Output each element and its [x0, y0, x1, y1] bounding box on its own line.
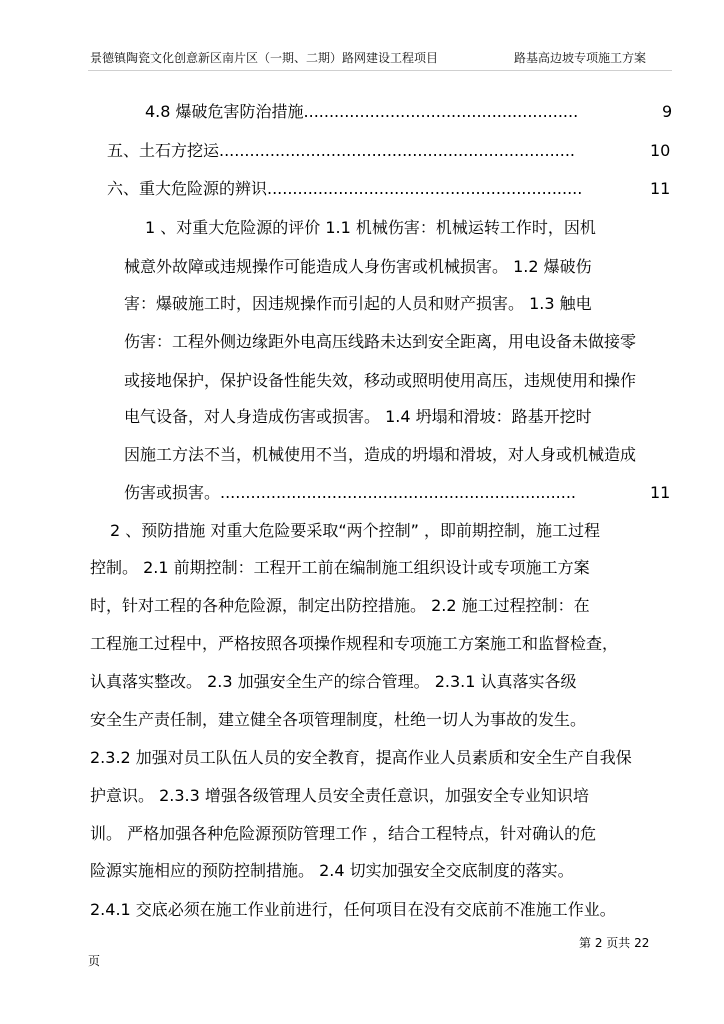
body-line: 电气设备，对人身造成伤害或损害。 1.4 坍塌和滑坡：路基开挖时 — [124, 407, 592, 426]
body-line: 伤害：工程外侧边缘距外电高压线路未达到安全距离，用电设备未做接零 — [124, 332, 637, 351]
body-line: 或接地保护，保护设备性能失效，移动或照明使用高压，违规使用和操作 — [124, 371, 637, 390]
toc-entry — [107, 141, 575, 161]
body-line: 安全生产责任制，建立健全各项管理制度，杜绝一切人为事故的发生。 — [90, 710, 587, 729]
body-line: 因施工方法不当，机械使用不当，造成的坍塌和滑坡，对人身或机械造成 — [124, 445, 637, 464]
body-line: 2.4.1 交底必须在施工作业前进行，任何项目在没有交底前不准施工作业。 — [90, 900, 616, 919]
body-line: 工程施工过程中，严格按照各项操作规程和专项施工方案施工和监督检查， — [90, 634, 619, 653]
body-line: 控制。 2.1 前期控制：工程开工前在编制施工组织设计或专项施工方案 — [90, 558, 590, 577]
toc-entry-page: 11 — [650, 179, 671, 198]
footer-page-info: 第 2 页共 22 — [579, 936, 650, 950]
body-line: 2 、预防措施 对重大危险要采取“两个控制” ，即前期控制，施工过程 — [110, 521, 601, 540]
header-title: 景德镇陶瓷文化创意新区南片区（一期、二期）路网建设工程项目 — [90, 51, 439, 65]
body-page-ref: 11 — [650, 483, 671, 502]
body-line: 险源实施相应的预防控制措施。 2.4 切实加强安全交底制度的落实。 — [90, 861, 574, 880]
toc-entry-page: 9 — [662, 102, 673, 121]
body-line: 训。 严格加强各种危险源预防管理工作 ，结合工程特点，针对确认的危 — [90, 824, 597, 843]
body-line: 认真落实整改。 2.3 加强安全生产的综合管理。 2.3.1 认真落实各级 — [90, 672, 577, 691]
body-line: 护意识。 2.3.3 增强各级管理人员安全责任意识，加强安全专业知识培 — [90, 786, 589, 805]
body-line: 2.3.2 加强对员工队伍人员的安全教育，提高作业人员素质和安全生产自我保 — [90, 748, 632, 767]
toc-entry-text: 4.8 爆破危害防治措施...................................................... — [145, 102, 579, 121]
header-subtitle: 路基高边坡专项施工方案 — [514, 51, 647, 65]
footer-page-suffix: 页 — [88, 954, 101, 968]
toc-entry — [145, 102, 578, 122]
header-divider — [88, 70, 672, 71]
toc-entry-text: 六、重大危险源的辨识.............................................................. — [107, 179, 583, 198]
toc-entry-page: 10 — [650, 141, 671, 160]
body-line: 伤害或损害。...................................................................... — [124, 483, 577, 502]
body-line: 械意外故障或违规操作可能造成人身伤害或机械损害。 1.2 爆破伤 — [124, 257, 592, 276]
body-line: 1 、对重大危险源的评价 1.1 机械伤害：机械运转工作时，因机 — [145, 218, 596, 237]
toc-entry — [107, 179, 582, 199]
body-line: 害：爆破施工时，因违规操作而引起的人员和财产损害。 1.3 触电 — [124, 294, 592, 313]
body-line: 时，针对工程的各种危险源，制定出防控措施。 2.2 施工过程控制：在 — [90, 596, 590, 615]
toc-entry-text: 五、土石方挖运...................................................................... — [107, 141, 576, 160]
